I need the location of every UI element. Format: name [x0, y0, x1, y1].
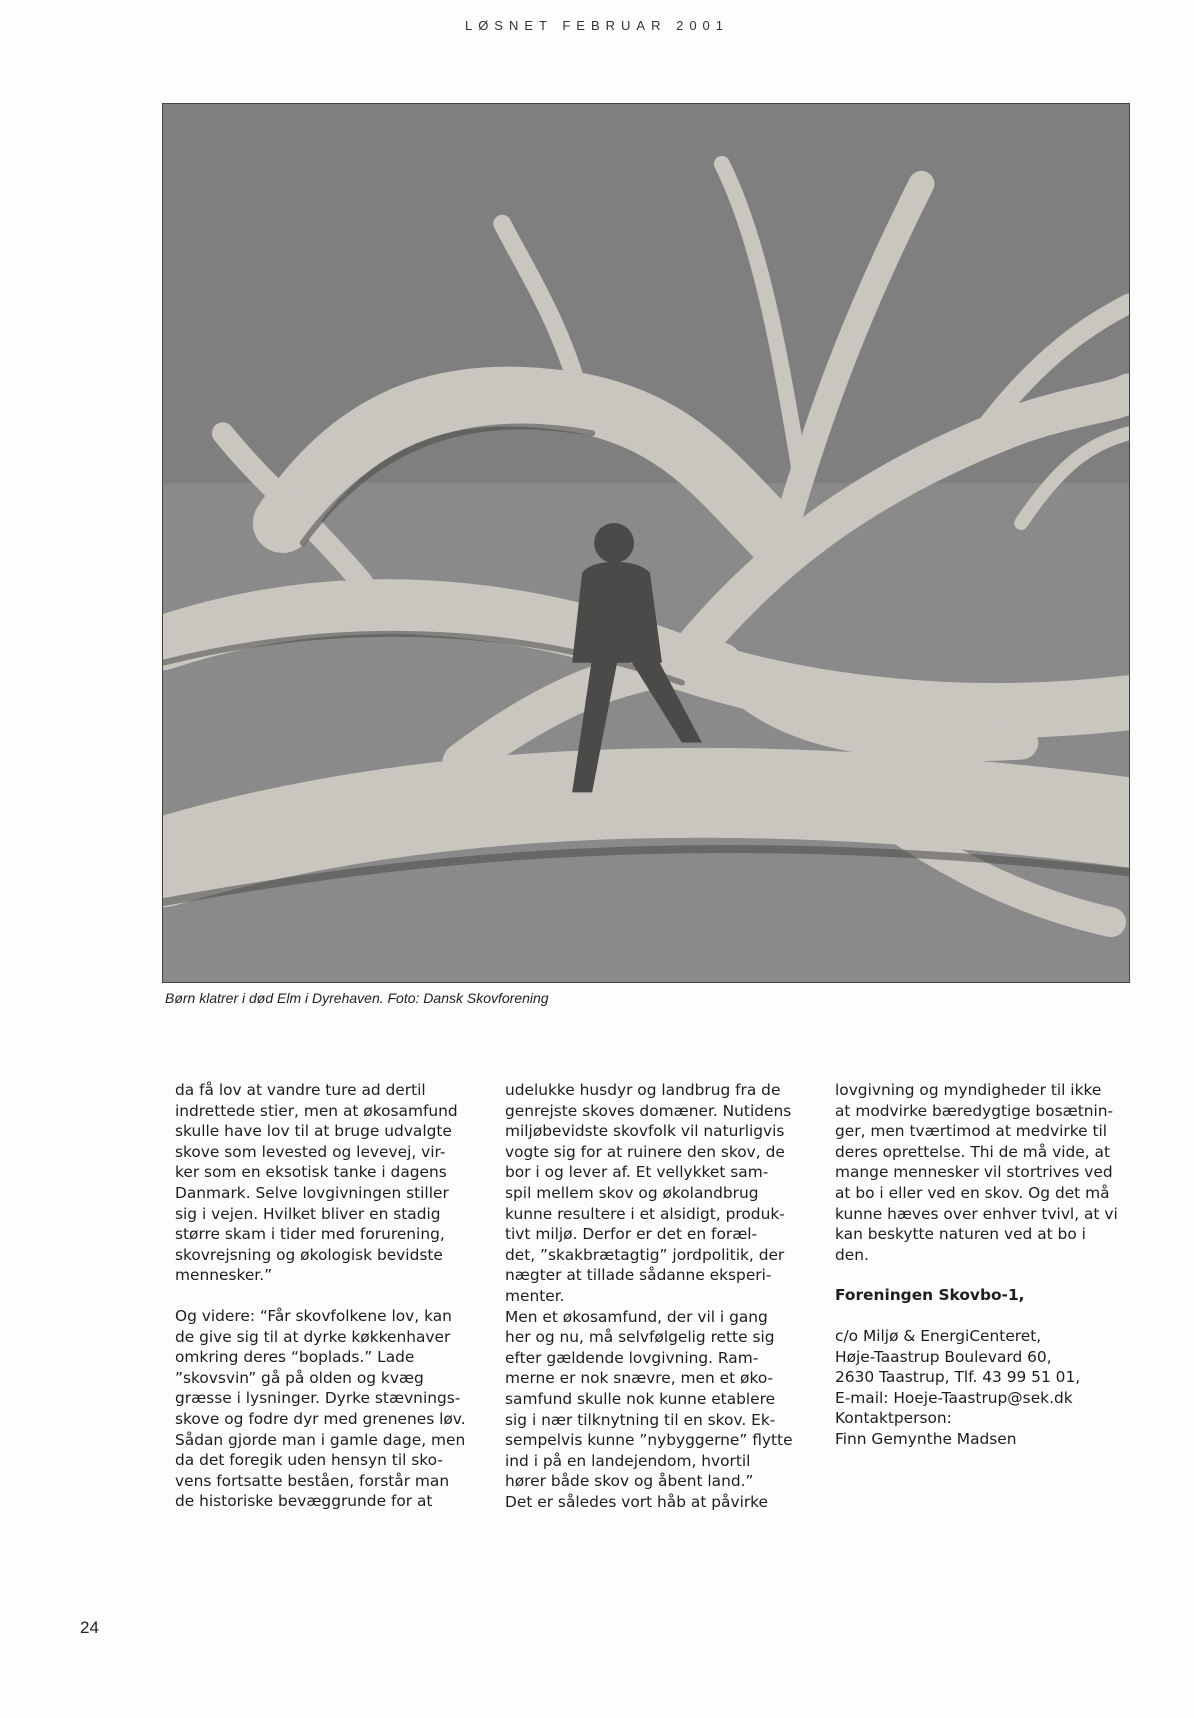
association-name: Foreningen Skovbo-1,: [835, 1286, 1025, 1305]
page-number: 24: [80, 1618, 99, 1637]
col1-paragraph-1: da få lov at vandre ture ad dertil indrettede stier, men at økosamfund skulle have lov til at bruge udvalgte skove som levested og levevej, vir- ker som en eksotisk tanke i dagens Danmark. Selve lovgivningen stiller sig i vejen. Hvilket bliver en stadig større skam i tider med forurening, skovrejsning og økologisk bevidste mennesker.”: [175, 1081, 458, 1285]
photo-dead-elm: [162, 103, 1130, 983]
col2-paragraph-1: udelukke husdyr og landbrug fra de genrejste skoves domæner. Nutidens miljøbevidste skovfolk vil naturligvis vogte sig for at ruinere den skov, de bor i og lever af. Et vellykket sam- spil mellem skov og økolandbrug kunne resultere i et alsidigt, produk- tivt miljø. Derfor er det en foræl- det, ”skakbrætagtig” jordpolitik, der nægter at tillade sådanne eksperi- menter. Men et økosamfund, der vil i gang her og nu, må selvfølgelig rette sig efter gældende lovgivning. Ram- merne er nok snævre, men et øko- samfund skulle nok kunne etablere sig i nær tilknytning til en skov. Ek- sempelvis kunne ”nybyggerne” flytte ind i på en landejendom, hvortil hører både skov og åbent land.” Det er således vort håb at påvirke: [505, 1081, 793, 1511]
col3-paragraph-1: lovgivning og myndigheder til ikke at modvirke bæredygtige bosætnin- ger, men tværtimod at medvirke til deres oprettelse. Thi de må vide, at mange mennesker vil stortrives ved at bo i eller ved en skov. Og det må kunne hæves over enhver tvivl, at vi kan beskytte naturen ved at bo i den.: [835, 1081, 1118, 1264]
photo-illustration: [163, 104, 1129, 982]
running-head: LØSNET FEBRUAR 2001: [464, 18, 730, 33]
text-column-2: [505, 1080, 805, 1512]
col1-paragraph-2: Og videre: “Får skovfolkene lov, kan de give sig til at dyrke køkkenhaver omkring deres “boplads.” Lade ”skovsvin” gå på olden og kvæg græsse i lysninger. Dyrke stævnings- skove og fodre dyr med grenenes løv. Sådan gjorde man i gamle dage, men da det foregik uden hensyn til sko- vens fortsatte beståen, forstår man de historiske bevæggrunde for at: [175, 1306, 466, 1511]
text-column-1: [175, 1080, 475, 1512]
photo-caption: Børn klatrer i død Elm i Dyrehaven. Foto: Dansk Skovforening: [165, 990, 549, 1006]
association-address: c/o Miljø & EnergiCenteret, Høje-Taastrup Boulevard 60, 2630 Taastrup, Tlf. 43 99 51 01, E-mail: Hoeje-Taastrup@sek.dk Kontaktperson: Finn Gemynthe Madsen: [835, 1326, 1081, 1448]
text-column-3: [835, 1080, 1135, 1450]
